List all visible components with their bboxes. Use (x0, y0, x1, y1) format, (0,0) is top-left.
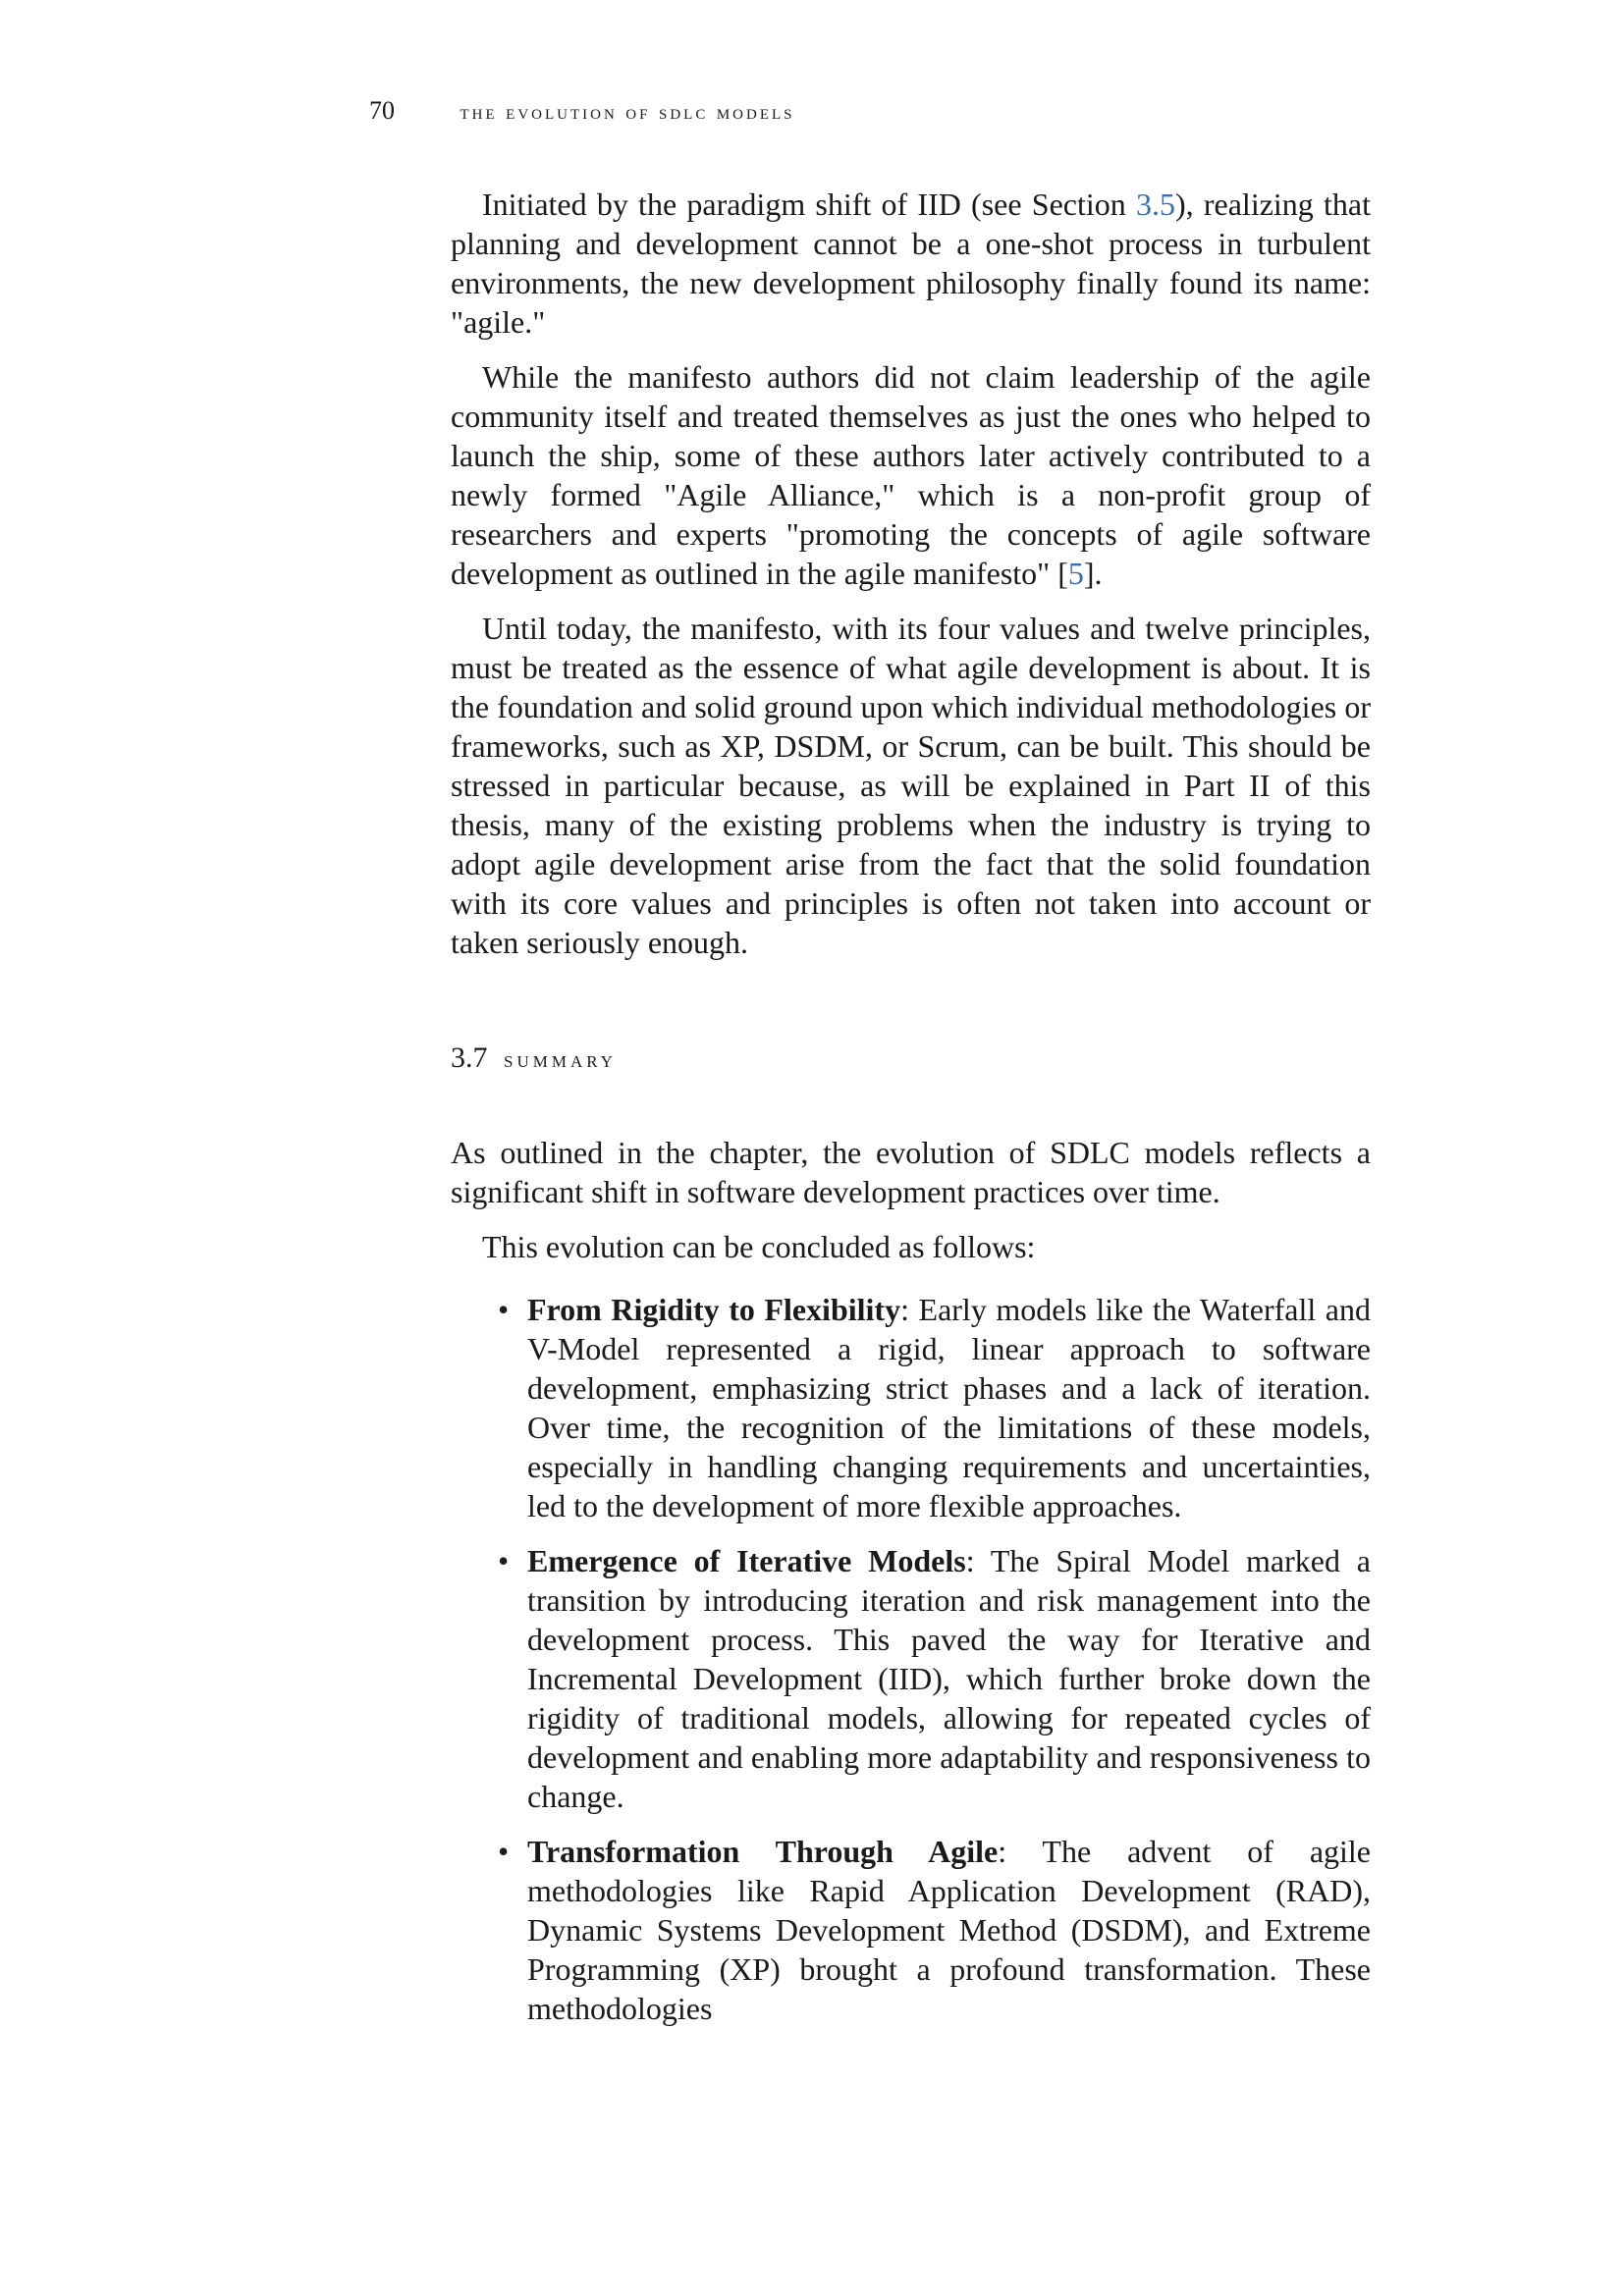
list-item (498, 1832, 1372, 2028)
section-number: 3.7 (451, 1041, 488, 1074)
body-text (451, 185, 1371, 2044)
list-item-title: From Rigidity to Flexibility (527, 1292, 901, 1327)
section-link[interactable]: 3.5 (1136, 187, 1175, 222)
paragraph-1 (451, 185, 1371, 342)
summary-intro: As outlined in the chapter, the evolution of SDLC models reflects a significant shift in software development practices over time. (451, 1135, 1371, 1209)
list-item-text: : Early models like the Waterfall and V-Model represented a rigid, linear approach to software development, emphasizing strict phases and a lack of iteration. Over time, the recognition of the limitations of these models, especially in handling changing requirements and uncertainties, led to the development of more flexible approaches. (527, 1292, 1371, 1523)
list-item (498, 1541, 1372, 1816)
paragraph-2-text-a: While the manifesto authors did not claim leadership of the agile community itself and treated themselves as just the ones who helped to launch the ship, some of these authors later actively contributed to a newly formed "Agile Alliance," which is a non-profit group of researchers and experts "promoting the concepts of agile software development as outlined in the agile manifesto" [ (451, 359, 1371, 591)
paragraph-1-text-a: Initiated by the paradigm shift of IID (see Section (482, 187, 1136, 222)
running-head (369, 96, 795, 126)
section-heading (451, 1039, 1371, 1080)
list-item-text: : The Spiral Model marked a transition by introducing iteration and risk management into the development process. This paved the way for Iterative and Incremental Development (IID), which further broke down the rigidity of traditional models, allowing for repeated cycles of development and enabling more adaptability and responsiveness to change. (527, 1543, 1372, 1814)
bullet-icon: • (498, 1834, 510, 1869)
citation-link[interactable]: 5 (1067, 556, 1084, 591)
chapter-title: the evolution of sdlc models (460, 99, 795, 124)
summary-lead: This evolution can be concluded as follows: (482, 1229, 1036, 1264)
bullet-icon: • (498, 1292, 510, 1327)
page-number: 70 (369, 96, 395, 125)
list-item-text: : The advent of agile methodologies like Rapid Application Development (RAD), Dynamic Systems Development Method (DSDM), and Extreme Programming (XP) brought a profound transformation. These methodologies (527, 1834, 1372, 2026)
summary-list (451, 1290, 1371, 2028)
paragraph-3: Until today, the manifesto, with its four values and twelve principles, must be treated as the essence of what agile development is about. It is the foundation and solid ground upon which individual methodologies or frameworks, such as XP, DSDM, or Scrum, can be built. This should be stressed in particular because, as will be explained in Part II of this thesis, many of the existing problems when the industry is trying to adopt agile development arise from the fact that the solid foundation with its core values and principles is often not taken into account or taken seriously enough. (451, 611, 1371, 960)
list-item-title: Transformation Through Agile (527, 1834, 999, 1869)
paragraph-1-text-b: ), realizing that planning and development cannot be a one-shot process in turbulent environments, the new development philosophy finally found its name: "agile." (451, 187, 1372, 340)
bullet-icon: • (498, 1543, 510, 1578)
list-item-title: Emergence of Iterative Models (527, 1543, 966, 1578)
section-title: summary (504, 1047, 617, 1073)
paragraph-2 (451, 357, 1371, 593)
list-item (498, 1290, 1371, 1525)
paragraph-2-text-b: ]. (1083, 556, 1103, 591)
